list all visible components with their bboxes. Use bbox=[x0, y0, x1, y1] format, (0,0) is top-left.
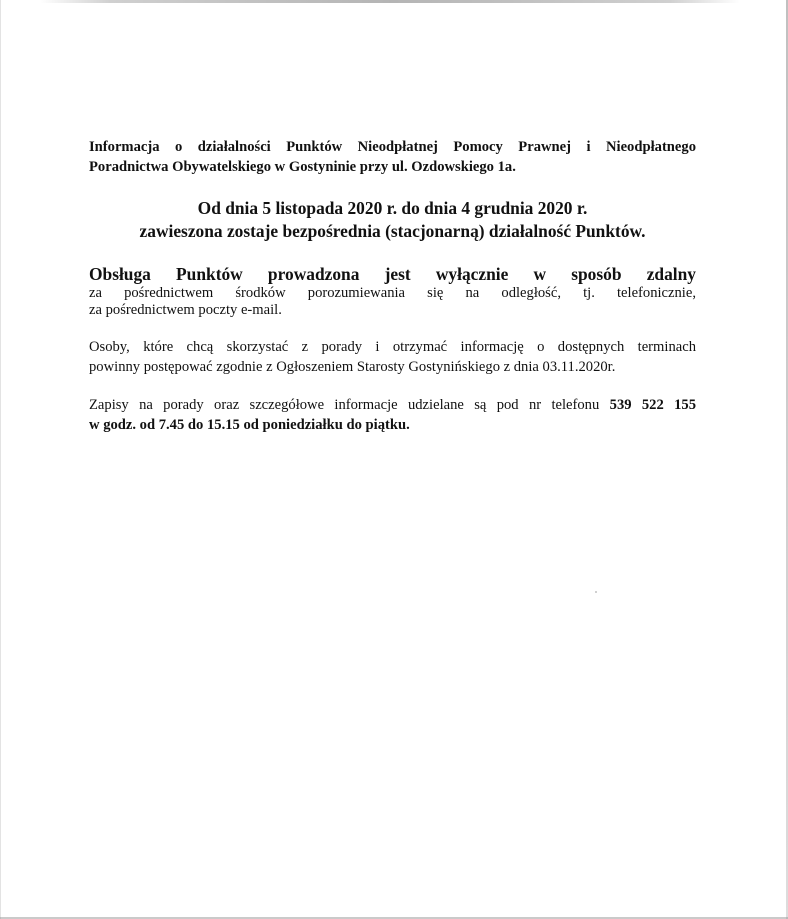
phone-number: 539 522 155 bbox=[609, 397, 697, 413]
notice-suspension: zawieszona zostaje bezpośrednia (stacjonarną) działalność Punktów. bbox=[139, 221, 646, 241]
service-line-2: za pośrednictwem środków porozumiewania się na odległość, tj. telefonicznie, bbox=[89, 285, 696, 301]
persons-line-1: Osoby, które chcą skorzystać z porady i otrzymać informację o dostępnych terminach bbox=[89, 339, 696, 355]
notice-dates: Od dnia 5 listopada 2020 r. do dnia 4 grudnia 2020 r. bbox=[197, 198, 588, 218]
scan-edge-top bbox=[40, 0, 740, 3]
registration-line-1 bbox=[89, 395, 696, 415]
document-header bbox=[89, 137, 696, 177]
remote-service-paragraph bbox=[89, 263, 696, 319]
persons-line-2: powinny postępować zgodnie z Ogłoszeniem Starosty Gostynińskiego z dnia 03.11.2020r. bbox=[89, 359, 616, 375]
service-line-3: za pośrednictwem poczty e-mail. bbox=[89, 302, 282, 318]
suspension-notice bbox=[89, 197, 696, 243]
service-lead: Obsługa Punktów prowadzona jest wyłącznie w sposób zdalny bbox=[89, 264, 696, 284]
header-line-1: Informacja o działalności Punktów Nieodpłatnej Pomocy Prawnej i Nieodpłatnego bbox=[89, 139, 696, 155]
header-line-2: Poradnictwa Obywatelskiego w Gostyninie przy ul. Ozdowskiego 1a. bbox=[89, 159, 516, 175]
scan-speck bbox=[595, 591, 597, 593]
registration-text: Zapisy na porady oraz szczegółowe informacje udzielane są pod nr telefonu bbox=[89, 397, 600, 413]
registration-hours: w godz. od 7.45 do 15.15 od poniedziałku do piątku. bbox=[89, 417, 410, 433]
registration-paragraph bbox=[89, 395, 696, 435]
scan-edge-left bbox=[0, 0, 1, 919]
document-content bbox=[89, 137, 696, 435]
persons-paragraph bbox=[89, 337, 696, 377]
